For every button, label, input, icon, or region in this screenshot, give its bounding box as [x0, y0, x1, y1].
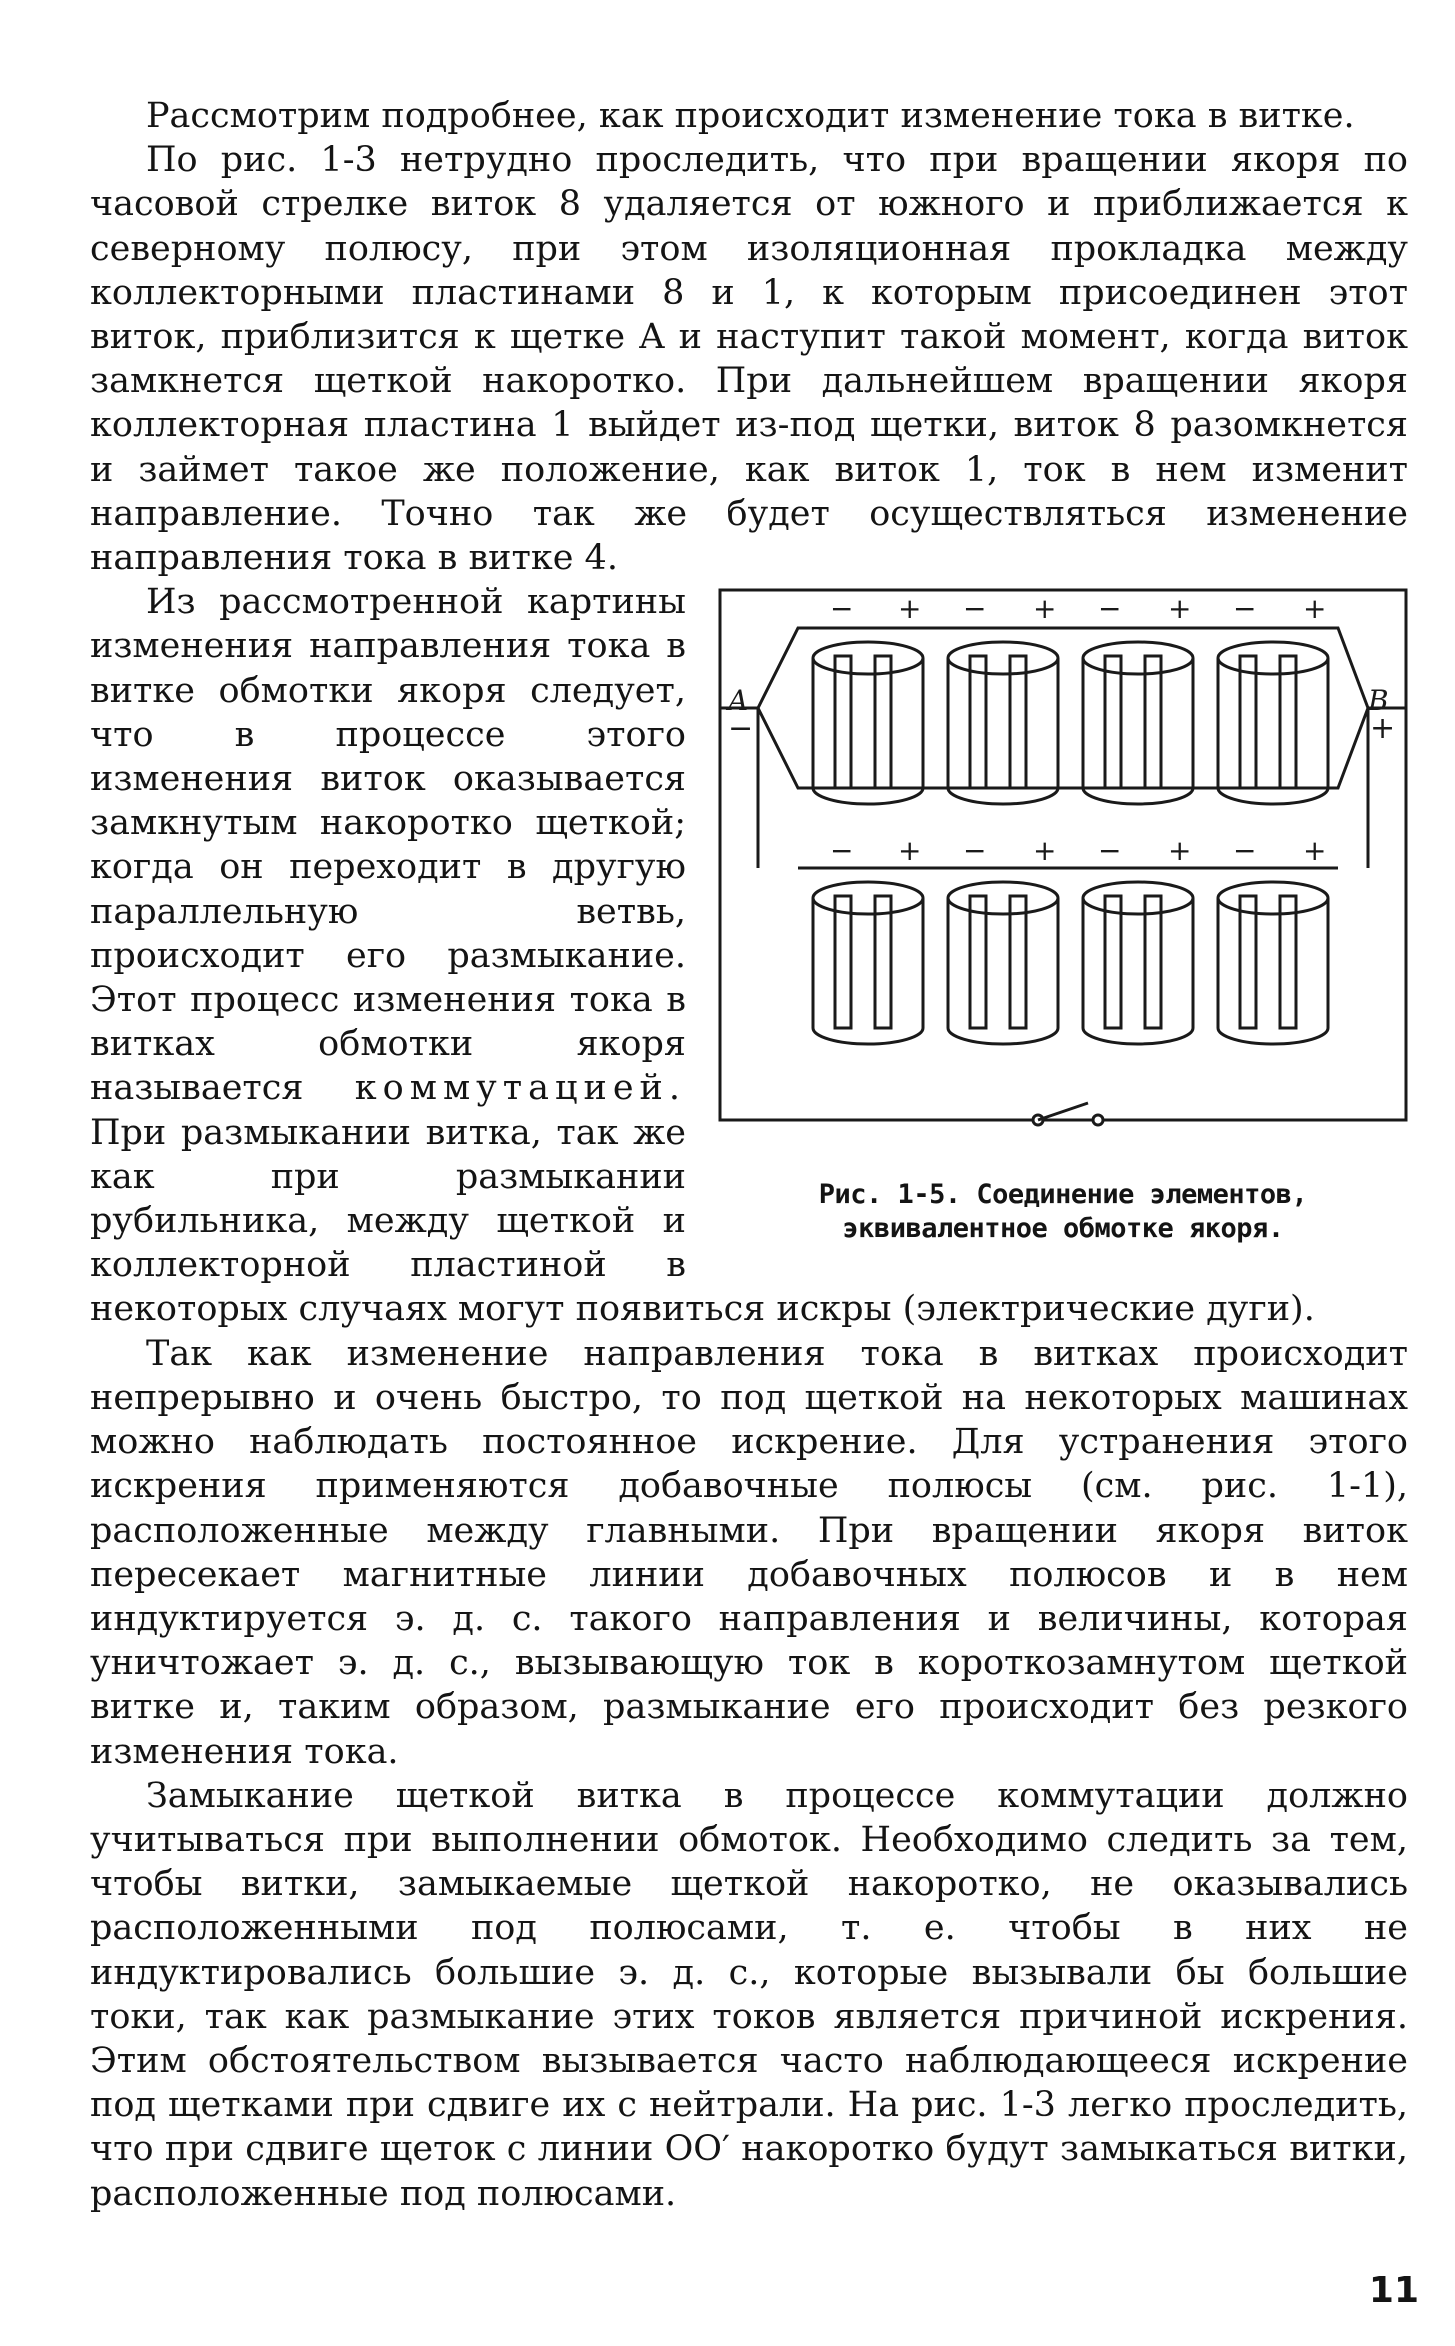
lower-sign-5: −	[1098, 834, 1122, 868]
lower-sign-7: −	[1233, 834, 1257, 868]
paragraph-2: По рис. 1-3 нетрудно проследить, что при вращении якоря по часовой стрелке виток 8 удаляется от южного и приближается к северному полюсу, при этом изоляционная прокладка между коллекторными пластинами 8 и 1, к которым присоединен этот виток, приблизится к щетке A и наступит такой момент, когда виток замкнется щеткой накоротко. При дальнейшем вращении якоря коллекторная пластина 1 выйдет из-под щетки, виток 8 разомкнется и займет такое же положение, как виток 1, ток в нем изменит направление. Точно так же будет осуществляться изменение направления тока в витке 4.	[90, 140, 1408, 579]
cell-1	[813, 642, 923, 804]
switch	[1033, 1103, 1103, 1125]
cell-7	[1083, 882, 1193, 1044]
upper-row	[813, 642, 1328, 804]
upper-sign-1: −	[830, 592, 854, 626]
upper-sign-7: −	[1233, 592, 1257, 626]
paragraph-3-part-b: При размыкании витка, так же как при размыкании рубильника, между щеткой и коллекторной пластиной в некоторых случаях могут появиться искры (электрические дуги).	[90, 1112, 1315, 1330]
figure-caption: Рис. 1-5. Соединение элементов, эквивалентное обмотке якоря.	[818, 1179, 1308, 1245]
lower-sign-2: +	[898, 834, 922, 868]
page-number: 11	[1368, 2270, 1419, 2311]
paragraph-3-part-a: Из рассмотренной картины изменения направления тока в витке обмотки якоря следует, что в процессе этого изменения виток оказывается замкнутым накоротко щеткой; когда он переходит в другую параллельную ветвь, происходит его размыкание. Этот процесс изменения тока в витках обмотки якоря называется	[90, 582, 686, 1109]
lower-row	[813, 882, 1328, 1044]
cell-8	[1218, 882, 1328, 1044]
lower-sign-8: +	[1303, 834, 1327, 868]
upper-sign-4: +	[1033, 592, 1057, 626]
brush-a-sign: −	[728, 711, 754, 747]
paragraph-1: Рассмотрим подробнее, как происходит изменение тока в витке.	[146, 96, 1355, 136]
lower-sign-1: −	[830, 834, 854, 868]
cell-3	[1083, 642, 1193, 804]
brush-b-label: B	[1368, 684, 1389, 718]
paragraph-5: Замыкание щеткой витка в процессе коммутации должно учитываться при выполнении обмоток. Необходимо следить за тем, чтобы витки, замыкаемые щеткой накоротко, не оказывались расположенными под полюсами, т. е. чтобы в них не индуктировались большие э. д. с., которые вызывали бы большие токи, так как размыкание этих токов является причиной искрения. Этим обстоятельством вызывается часто наблюдающееся искрение под щетками при сдвиге их с нейтрали. На рис. 1-3 легко проследить, что при сдвиге щеток с линии OO′ накоротко будут замыкаться витки, расположенные под полюсами.	[90, 1775, 1408, 2214]
upper-sign-5: −	[1098, 592, 1122, 626]
upper-sign-6: +	[1168, 592, 1192, 626]
cell-5	[813, 882, 923, 1044]
armature-winding-diagram	[718, 588, 1408, 1166]
paragraph-4: Так как изменение направления тока в витках происходит непрерывно и очень быстро, то под щеткой на некоторых машинах можно наблюдать постоянное искрение. Для устранения этого искрения применяются добавочные полюсы (см. рис. 1-1), расположенные между главными. При вращении якоря виток пересекает магнитные линии добавочных полюсов и в нем индуктируется э. д. с. такого направления и величины, которая уничтожает э. д. с., вызывающую ток в короткозамнутом щеткой витке и, таким образом, размыкание его происходит без резкого изменения тока.	[90, 1333, 1408, 1772]
lower-sign-6: +	[1168, 834, 1192, 868]
upper-sign-2: +	[898, 592, 922, 626]
upper-sign-8: +	[1303, 592, 1327, 626]
page-body	[90, 94, 1408, 2216]
lower-sign-3: −	[963, 834, 987, 868]
cell-6	[948, 882, 1058, 1044]
lower-sign-4: +	[1033, 834, 1057, 868]
cell-4	[1218, 642, 1328, 804]
cell-2	[948, 642, 1058, 804]
upper-signs	[830, 592, 1326, 625]
upper-sign-3: −	[963, 592, 987, 626]
brush-a-label: A	[728, 684, 749, 718]
term-commutation: коммутацией.	[354, 1068, 686, 1109]
figure-1-5	[718, 588, 1408, 1246]
brush-b-sign: +	[1370, 711, 1396, 747]
lower-signs	[830, 834, 1326, 867]
